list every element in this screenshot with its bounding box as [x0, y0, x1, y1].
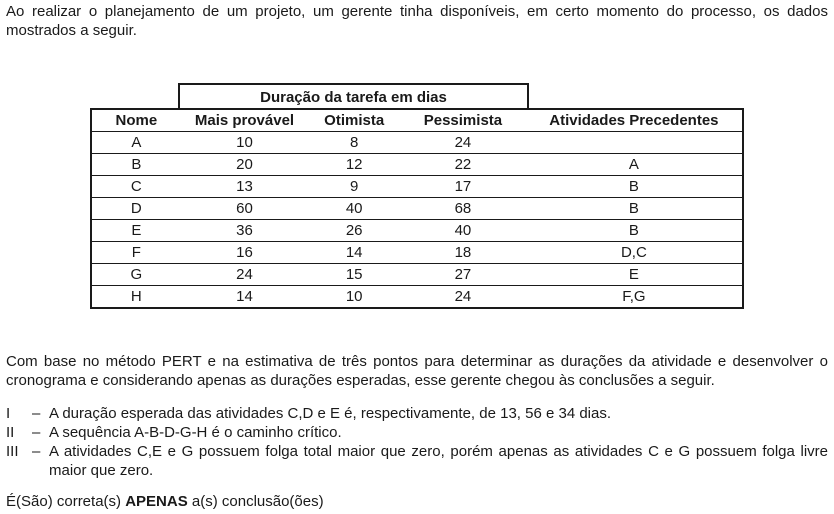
table-row	[91, 264, 743, 286]
conclusion-dash: –	[32, 424, 41, 441]
table-header-row	[91, 109, 743, 132]
cell-mais-provavel: 36	[181, 220, 309, 242]
table-row	[91, 132, 743, 154]
cell-nome: F	[91, 242, 181, 264]
cell-mais-provavel: 16	[181, 242, 309, 264]
col-header-pessimista: Pessimista	[400, 109, 526, 132]
table-row	[91, 220, 743, 242]
conclusion-number: I	[6, 405, 11, 422]
conclusion-text: A atividades C,E e G possuem folga total maior que zero, porém apenas as atividades C e G possuem folga livre maior que zero.	[49, 443, 828, 479]
cell-precedentes: D,C	[526, 242, 743, 264]
cell-precedentes: A	[526, 154, 743, 176]
table-row	[91, 286, 743, 309]
cell-nome: C	[91, 176, 181, 198]
cell-nome: A	[91, 132, 181, 154]
cell-precedentes: B	[526, 198, 743, 220]
cell-nome: B	[91, 154, 181, 176]
cell-otimista: 9	[308, 176, 400, 198]
pert-table	[90, 108, 744, 309]
cell-precedentes	[526, 132, 743, 154]
col-header-mais-provavel: Mais provável	[181, 109, 309, 132]
cell-nome: G	[91, 264, 181, 286]
cell-precedentes: B	[526, 176, 743, 198]
cell-pessimista: 24	[400, 132, 526, 154]
col-header-otimista: Otimista	[308, 109, 400, 132]
col-header-precedentes: Atividades Precedentes	[526, 109, 743, 132]
cell-otimista: 26	[308, 220, 400, 242]
cell-pessimista: 24	[400, 286, 526, 309]
cell-precedentes: B	[526, 220, 743, 242]
conclusion-text: A duração esperada das atividades C,D e E é, respectivamente, de 13, 56 e 34 dias.	[49, 405, 612, 422]
statement-paragraph: Com base no método PERT e na estimativa de três pontos para determinar as durações da atividade e desenvolver o cronograma e considerando apenas as durações esperadas, esse gerente chegou às conclusões a seguir.	[6, 353, 828, 389]
cell-mais-provavel: 24	[181, 264, 309, 286]
question-stem	[6, 492, 324, 511]
cell-otimista: 8	[308, 132, 400, 154]
question-prefix: É(São) correta(s)	[6, 493, 126, 510]
cell-pessimista: 27	[400, 264, 526, 286]
cell-nome: D	[91, 198, 181, 220]
table-row	[91, 176, 743, 198]
pert-table-container	[90, 83, 744, 319]
duration-group-header: Duração da tarefa em dias	[178, 83, 529, 108]
cell-otimista: 12	[308, 154, 400, 176]
question-emphasis: APENAS	[125, 493, 188, 510]
conclusion-number: III	[6, 443, 19, 460]
cell-pessimista: 40	[400, 220, 526, 242]
cell-mais-provavel: 14	[181, 286, 309, 309]
conclusion-dash: –	[32, 443, 41, 460]
cell-precedentes: F,G	[526, 286, 743, 309]
cell-mais-provavel: 20	[181, 154, 309, 176]
cell-mais-provavel: 60	[181, 198, 309, 220]
cell-pessimista: 18	[400, 242, 526, 264]
cell-mais-provavel: 13	[181, 176, 309, 198]
cell-nome: H	[91, 286, 181, 309]
conclusion-dash: –	[32, 405, 41, 422]
cell-precedentes: E	[526, 264, 743, 286]
table-row	[91, 198, 743, 220]
question-suffix: a(s) conclusão(ões)	[187, 493, 324, 510]
col-header-nome: Nome	[91, 109, 181, 132]
cell-otimista: 14	[308, 242, 400, 264]
conclusion-number: II	[6, 424, 15, 441]
cell-otimista: 40	[308, 198, 400, 220]
cell-nome: E	[91, 220, 181, 242]
cell-pessimista: 22	[400, 154, 526, 176]
cell-pessimista: 68	[400, 198, 526, 220]
intro-paragraph: Ao realizar o planejamento de um projeto, um gerente tinha disponíveis, em certo momento do processo, os dados mostrados a seguir.	[6, 3, 828, 39]
table-row	[91, 154, 743, 176]
conclusion-text: A sequência A-B-D-G-H é o caminho crítico.	[49, 424, 342, 441]
cell-pessimista: 17	[400, 176, 526, 198]
cell-otimista: 10	[308, 286, 400, 309]
cell-mais-provavel: 10	[181, 132, 309, 154]
table-row	[91, 242, 743, 264]
cell-otimista: 15	[308, 264, 400, 286]
